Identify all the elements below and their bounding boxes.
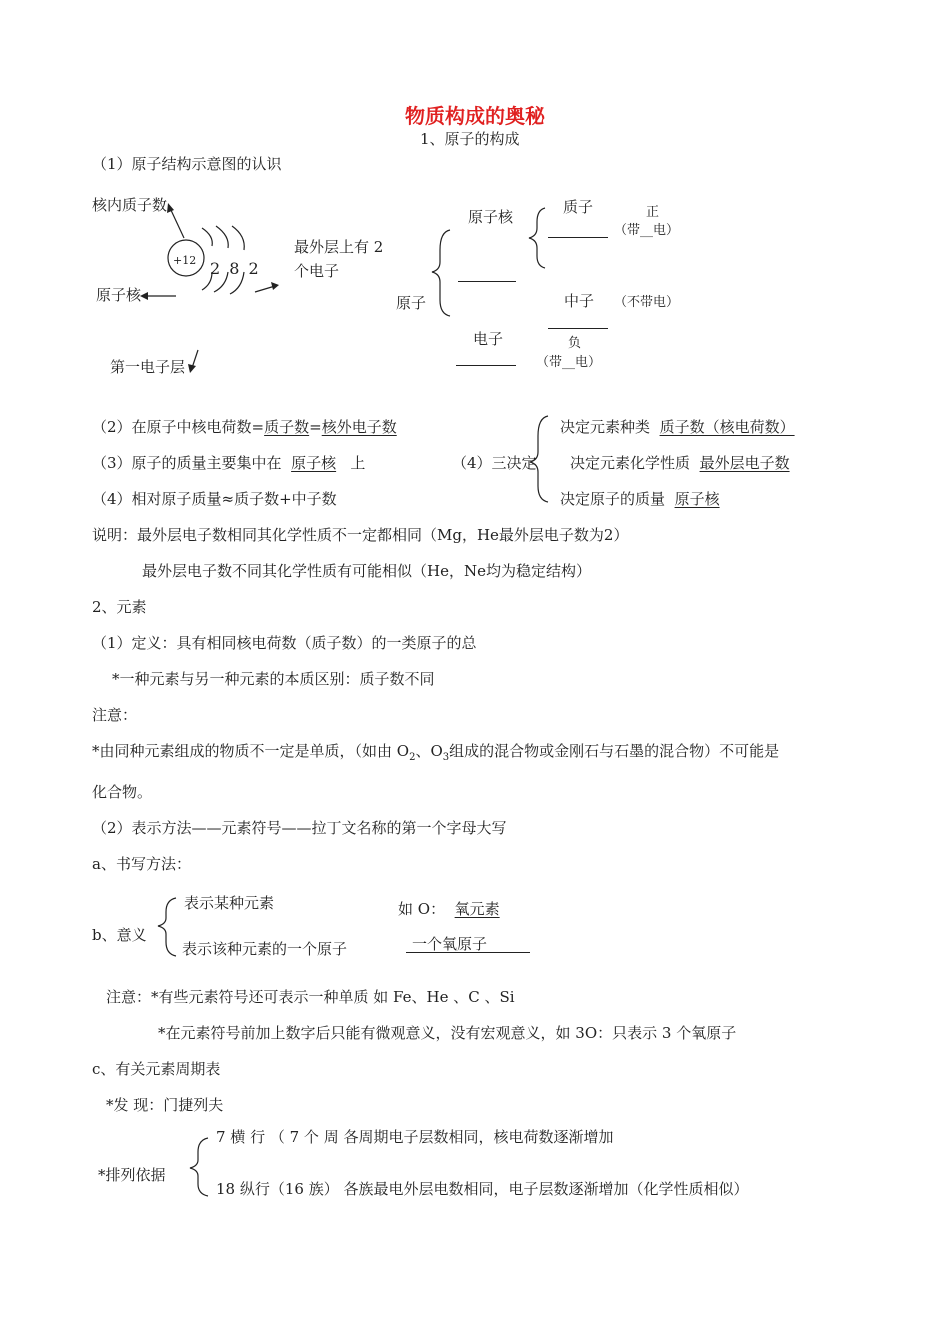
periodic-table-heading: c、有关元素周期表	[92, 1060, 221, 1078]
shell-numbers: 2 8 2	[210, 259, 261, 278]
tree-electron-blank	[456, 365, 516, 366]
first-shell-label: 第一电子层	[110, 358, 186, 376]
tree-neutron-blank	[548, 328, 608, 329]
example-2-underline	[406, 952, 530, 953]
tree-electron: 电子	[473, 330, 504, 348]
tree-proton-blank	[548, 237, 608, 238]
note-1-line-2: 化合物。	[92, 783, 153, 801]
note-line-1: 说明：最外层电子数相同其化学性质不一定都相同（Mg，He最外层电子数为2）	[92, 526, 629, 544]
note-line-2: 最外层电子数不同其化学性质有可能相似（He，Ne均为稳定结构）	[142, 562, 591, 580]
tree-proton-charge: （带__电）	[614, 223, 680, 238]
writing-method: a、书写方法：	[92, 855, 191, 873]
note-1: *由同种元素组成的物质不一定是单质，（如由 $O_2$、$O_3$组成的混合物或金刚石与石墨的混合物）不可能是	[92, 742, 780, 763]
note-label: 注意：	[92, 706, 138, 724]
element-definition: （1）定义：具有相同核电荷数（质子数）的一类原子的总	[92, 634, 477, 652]
three-determine-label: （4）三决定	[452, 454, 537, 472]
meaning-2: 表示该种元素的一个原子	[182, 940, 348, 958]
nucleus-value: +12	[173, 254, 197, 267]
meaning-label: b、意义	[92, 926, 147, 944]
arrange-label: *排列依据	[98, 1166, 166, 1184]
representation: （2）表示方法——元素符号——拉丁文名称的第一个字母大写	[92, 819, 507, 837]
determine-2: 决定元素化学性质 最外层电子数	[570, 454, 790, 472]
columns-line: 18 纵行（16 族） 各族最电外层电数相同，电子层数逐渐增加（化学性质相似）	[216, 1180, 749, 1198]
note-2-2: *在元素符号前加上数字后只能有微观意义，没有宏观意义，如 3O：只表示 3 个氧原子	[158, 1024, 737, 1042]
point-2: （2）在原子中核电荷数=质子数=核外电子数	[92, 418, 397, 436]
tree-neutron: 中子	[564, 292, 595, 310]
point-4: （4）相对原子质量≈质子数+中子数	[92, 490, 337, 508]
tree-atom: 原子	[396, 294, 427, 312]
tree-proton: 质子	[563, 198, 594, 216]
outer-shell-note-2: 个电子	[294, 262, 340, 280]
rows-line: 7 横 行 （ 7 个 周 各周期电子层数相同，核电荷数逐渐增加	[216, 1128, 614, 1146]
element-difference: *一种元素与另一种元素的本质区别：质子数不同	[112, 670, 435, 688]
point-3: （3）原子的质量主要集中在 原子核 上	[92, 454, 366, 472]
determine-3: 决定原子的质量 原子核	[560, 490, 720, 508]
outer-shell-note-1: 最外层上有 2	[294, 238, 384, 256]
tree-nucleus-blank	[458, 281, 516, 282]
nucleus-label: 原子核	[96, 286, 142, 304]
tree-electron-charge-top: 负	[568, 336, 582, 351]
discoverer: *发 现：门捷列夫	[106, 1096, 224, 1114]
section1-heading: 1、原子的构成	[420, 130, 520, 148]
sub-heading-structure-diagram: （1）原子结构示意图的认识	[92, 155, 282, 173]
tree-electron-charge: （带__电）	[536, 355, 602, 370]
example-2: 一个氧原子	[412, 935, 488, 953]
tree-neutron-charge: （不带电）	[614, 295, 680, 310]
determine-1: 决定元素种类 质子数（核电荷数）	[560, 418, 795, 436]
meaning-1: 表示某种元素	[184, 894, 275, 912]
note-2-1: 注意：*有些元素符号还可表示一种单质 如 Fe、He 、C 、Si	[106, 988, 515, 1006]
nuclear-proton-label: 核内质子数	[92, 196, 168, 214]
tree-nucleus: 原子核	[468, 208, 514, 226]
section2-heading: 2、元素	[92, 598, 147, 616]
page-title: 物质构成的奥秘	[405, 104, 545, 128]
tree-proton-charge-top: 正	[646, 205, 660, 220]
example-line-1: 如 O： 氧元素	[398, 900, 500, 918]
